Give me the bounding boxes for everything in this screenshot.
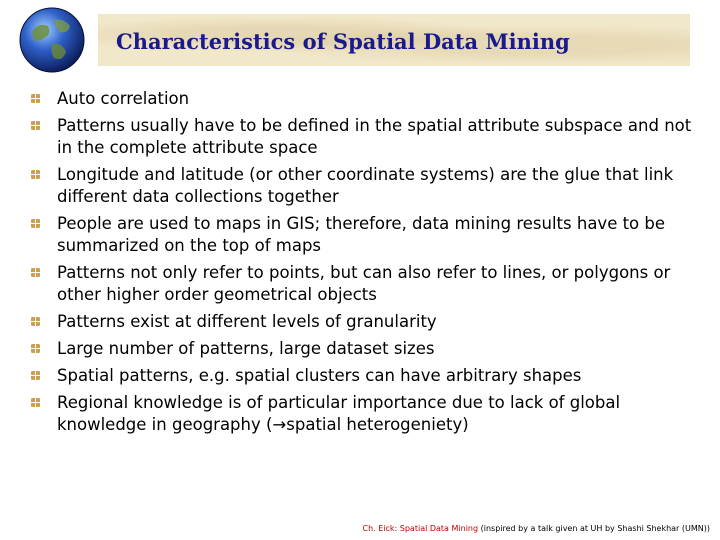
bullet-item bbox=[30, 88, 700, 110]
slide-title: Characteristics of Spatial Data Mining bbox=[116, 29, 570, 54]
bullet-text: Longitude and latitude (or other coordinate systems) are the glue that link different data collections together bbox=[57, 165, 674, 206]
bullet-item bbox=[30, 262, 700, 306]
ornament-bullet-icon bbox=[30, 267, 41, 278]
ornament-bullet-icon bbox=[30, 370, 41, 381]
ornament-bullet-icon bbox=[30, 397, 41, 408]
bullet-text: People are used to maps in GIS; therefore, data mining results have to be summarized on the top of maps bbox=[57, 214, 666, 255]
bullet-text: Patterns usually have to be defined in the spatial attribute subspace and not in the complete attribute space bbox=[57, 116, 692, 157]
bullet-text: Patterns not only refer to points, but can also refer to lines, or polygons or other higher order geometrical objects bbox=[57, 263, 671, 304]
footer-credit: (inspired by a talk given at UH by Shashi Shekhar (UMN)) bbox=[478, 524, 710, 533]
bullet-text: Auto correlation bbox=[57, 89, 190, 108]
ornament-bullet-icon bbox=[30, 93, 41, 104]
ornament-bullet-icon bbox=[30, 169, 41, 180]
bullet-item bbox=[30, 115, 700, 159]
ornament-bullet-icon bbox=[30, 120, 41, 131]
bullet-text: Large number of patterns, large dataset sizes bbox=[57, 339, 435, 358]
slide-footer bbox=[362, 524, 710, 533]
bullet-item bbox=[30, 213, 700, 257]
ornament-bullet-icon bbox=[30, 343, 41, 354]
bullet-text: Regional knowledge is of particular importance due to lack of global knowledge in geography (→spatial heterogeniety) bbox=[57, 393, 621, 434]
globe-icon bbox=[18, 6, 86, 74]
bullet-text: Patterns exist at different levels of granularity bbox=[57, 312, 437, 331]
ornament-bullet-icon bbox=[30, 218, 41, 229]
bullet-text: Spatial patterns, e.g. spatial clusters can have arbitrary shapes bbox=[57, 366, 582, 385]
bullet-item bbox=[30, 365, 700, 387]
bullet-item bbox=[30, 164, 700, 208]
bullet-item bbox=[30, 392, 700, 436]
bullet-item bbox=[30, 311, 700, 333]
bullet-list bbox=[30, 88, 700, 441]
bullet-item bbox=[30, 338, 700, 360]
footer-author-course: Ch. Eick: Spatial Data Mining bbox=[362, 524, 479, 533]
ornament-bullet-icon bbox=[30, 316, 41, 327]
